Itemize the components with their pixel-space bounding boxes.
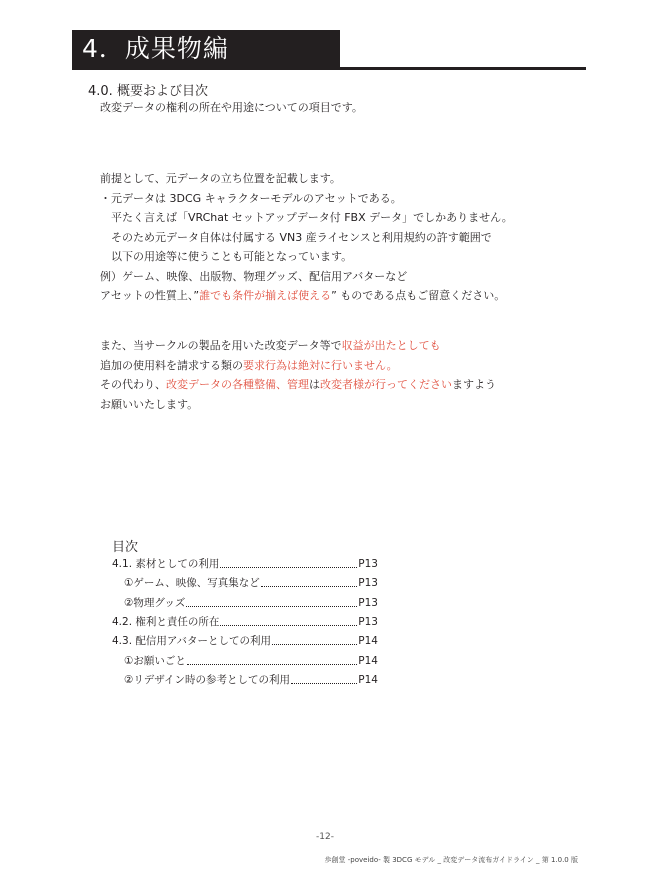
chapter-title: 4．成果物編 bbox=[82, 34, 229, 63]
toc-entry[interactable] bbox=[124, 576, 378, 590]
toc-leader-dots bbox=[272, 644, 357, 645]
body-text: ” ものである点もご留意ください。 bbox=[331, 289, 506, 302]
toc-entry-label: ①ゲーム、映像、写真集など bbox=[124, 577, 260, 590]
body-text: そのため元データ自体は付属する VN3 産ライセンスと利用規約の許す範囲で bbox=[100, 230, 492, 244]
body-text: ますよう bbox=[452, 378, 496, 391]
toc-entry-page: P13 bbox=[358, 615, 378, 628]
toc-leader-dots bbox=[187, 664, 357, 665]
toc-leader-dots bbox=[261, 586, 358, 587]
notice-line bbox=[100, 378, 496, 392]
page-number: -12- bbox=[316, 832, 334, 842]
toc-leader-dots bbox=[186, 606, 357, 607]
toc-entry-label: 4.1. 素材としての利用 bbox=[112, 558, 220, 570]
section-intro: 改変データの権利の所在や用途についての項目です。 bbox=[100, 101, 363, 114]
premise-line bbox=[100, 192, 402, 206]
highlighted-text: 要求行為は絶対に行いません。 bbox=[243, 358, 398, 372]
toc-entry-page: P13 bbox=[358, 596, 378, 609]
toc-entry-label: ②リデザイン時の参考としての利用 bbox=[124, 673, 290, 686]
body-text: アセットの性質上、” bbox=[100, 289, 200, 302]
body-text: その代わり、 bbox=[100, 378, 166, 391]
premise-line bbox=[100, 172, 341, 186]
footer-note: 歩創堂 -poveido- 製 3DCG モデル _ 改変データ流布ガイドライン _ 第 1.0.0 版 bbox=[324, 856, 578, 864]
body-text: 以下の用途等に使うことも可能となっています。 bbox=[100, 250, 353, 263]
toc-entry[interactable] bbox=[124, 596, 378, 610]
toc-leader-dots bbox=[220, 625, 357, 626]
toc-entry-label: ①お願いごと bbox=[124, 654, 186, 667]
toc-entry-page: P14 bbox=[358, 673, 378, 686]
toc-leader-dots bbox=[291, 683, 357, 684]
premise-line bbox=[100, 289, 505, 303]
body-text: また、当サークルの製品を用いた改変データ等で bbox=[100, 339, 342, 352]
body-text: ・元データは 3DCG キャラクターモデルのアセットである。 bbox=[100, 191, 402, 205]
body-text: 平たく言えば「VRChat セットアップデータ付 FBX データ」でしかありません。 bbox=[100, 211, 513, 224]
highlighted-text: 改変者様が行ってください bbox=[320, 378, 452, 391]
toc-entry-page: P13 bbox=[358, 558, 378, 570]
toc-entry-page: P13 bbox=[358, 577, 378, 590]
toc-title: 目次 bbox=[112, 540, 139, 555]
premise-line bbox=[100, 250, 352, 264]
section-heading: 4.0. 概要および目次 bbox=[88, 84, 208, 99]
toc-entry-label: 4.2. 権利と責任の所在 bbox=[112, 615, 220, 628]
header-rule bbox=[72, 67, 586, 70]
toc-entry[interactable] bbox=[112, 634, 378, 648]
toc-entry[interactable] bbox=[112, 557, 378, 571]
body-text: 例）ゲーム、映像、出版物、物理グッズ、配信用アバターなど bbox=[100, 269, 408, 283]
highlighted-text: 収益が出たとしても bbox=[341, 339, 441, 352]
highlighted-text: 改変データの各種整備、管理 bbox=[166, 378, 309, 391]
premise-line bbox=[100, 231, 492, 245]
body-text: 前提として、元データの立ち位置を記載します。 bbox=[100, 172, 341, 185]
premise-line bbox=[100, 211, 513, 225]
toc-leader-dots bbox=[220, 567, 357, 568]
body-text: 追加の使用料を請求する類の bbox=[100, 358, 243, 372]
toc-entry-label: 4.3. 配信用アバターとしての利用 bbox=[112, 635, 272, 648]
notice-line bbox=[100, 398, 198, 412]
highlighted-text: 誰でも条件が揃えば使える bbox=[199, 289, 332, 302]
toc-entry-label: ②物理グッズ bbox=[124, 596, 186, 609]
body-text: お願いいたします。 bbox=[100, 397, 199, 411]
notice-line bbox=[100, 339, 441, 353]
toc-entry[interactable] bbox=[124, 654, 378, 668]
toc-entry[interactable] bbox=[124, 673, 378, 687]
premise-line bbox=[100, 270, 407, 284]
toc-entry-page: P14 bbox=[358, 635, 378, 648]
notice-line bbox=[100, 359, 398, 373]
toc-entry[interactable] bbox=[112, 615, 378, 629]
body-text: は bbox=[309, 378, 320, 391]
toc-entry-page: P14 bbox=[358, 654, 378, 667]
